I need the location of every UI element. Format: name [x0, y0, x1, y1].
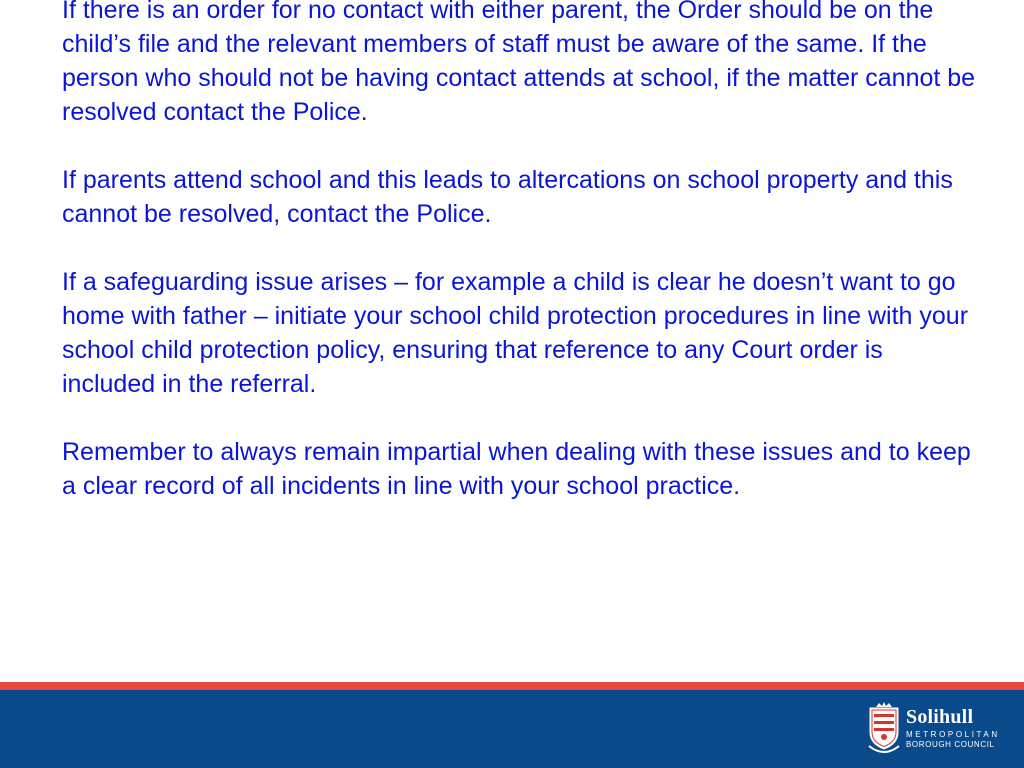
- paragraph-no-contact-order: If there is an order for no contact with either parent, the Order should be on the child’s file and the relevant members of staff must be aware of the same. If the person who should not be having contact attends at school, if the matter cannot be resolved contact the Police.: [62, 0, 976, 126]
- council-logo: [866, 702, 1000, 756]
- paragraph-safeguarding-issue: If a safeguarding issue arises – for example a child is clear he doesn’t want to go home with father – initiate your school child protection procedures in line with your school child protection policy, ensuring that reference to any Court order is included in the referral.: [62, 268, 969, 398]
- slide-body: [62, 0, 982, 537]
- logo-name: Solihull: [906, 706, 974, 728]
- logo-subtitle-metropolitan: METROPOLITAN: [906, 730, 1000, 739]
- paragraph-remain-impartial: Remember to always remain impartial when dealing with these issues and to keep a clear record of all incidents in line with your school practice.: [62, 438, 971, 500]
- paragraph-parent-altercations: If parents attend school and this leads to altercations on school property and this cannot be resolved, contact the Police.: [62, 166, 953, 228]
- footer-accent-bar: [0, 682, 1024, 690]
- logo-wordmark: [906, 706, 1000, 750]
- logo-subtitle-borough-council: BOROUGH COUNCIL: [906, 740, 995, 749]
- council-crest-icon: [866, 702, 902, 756]
